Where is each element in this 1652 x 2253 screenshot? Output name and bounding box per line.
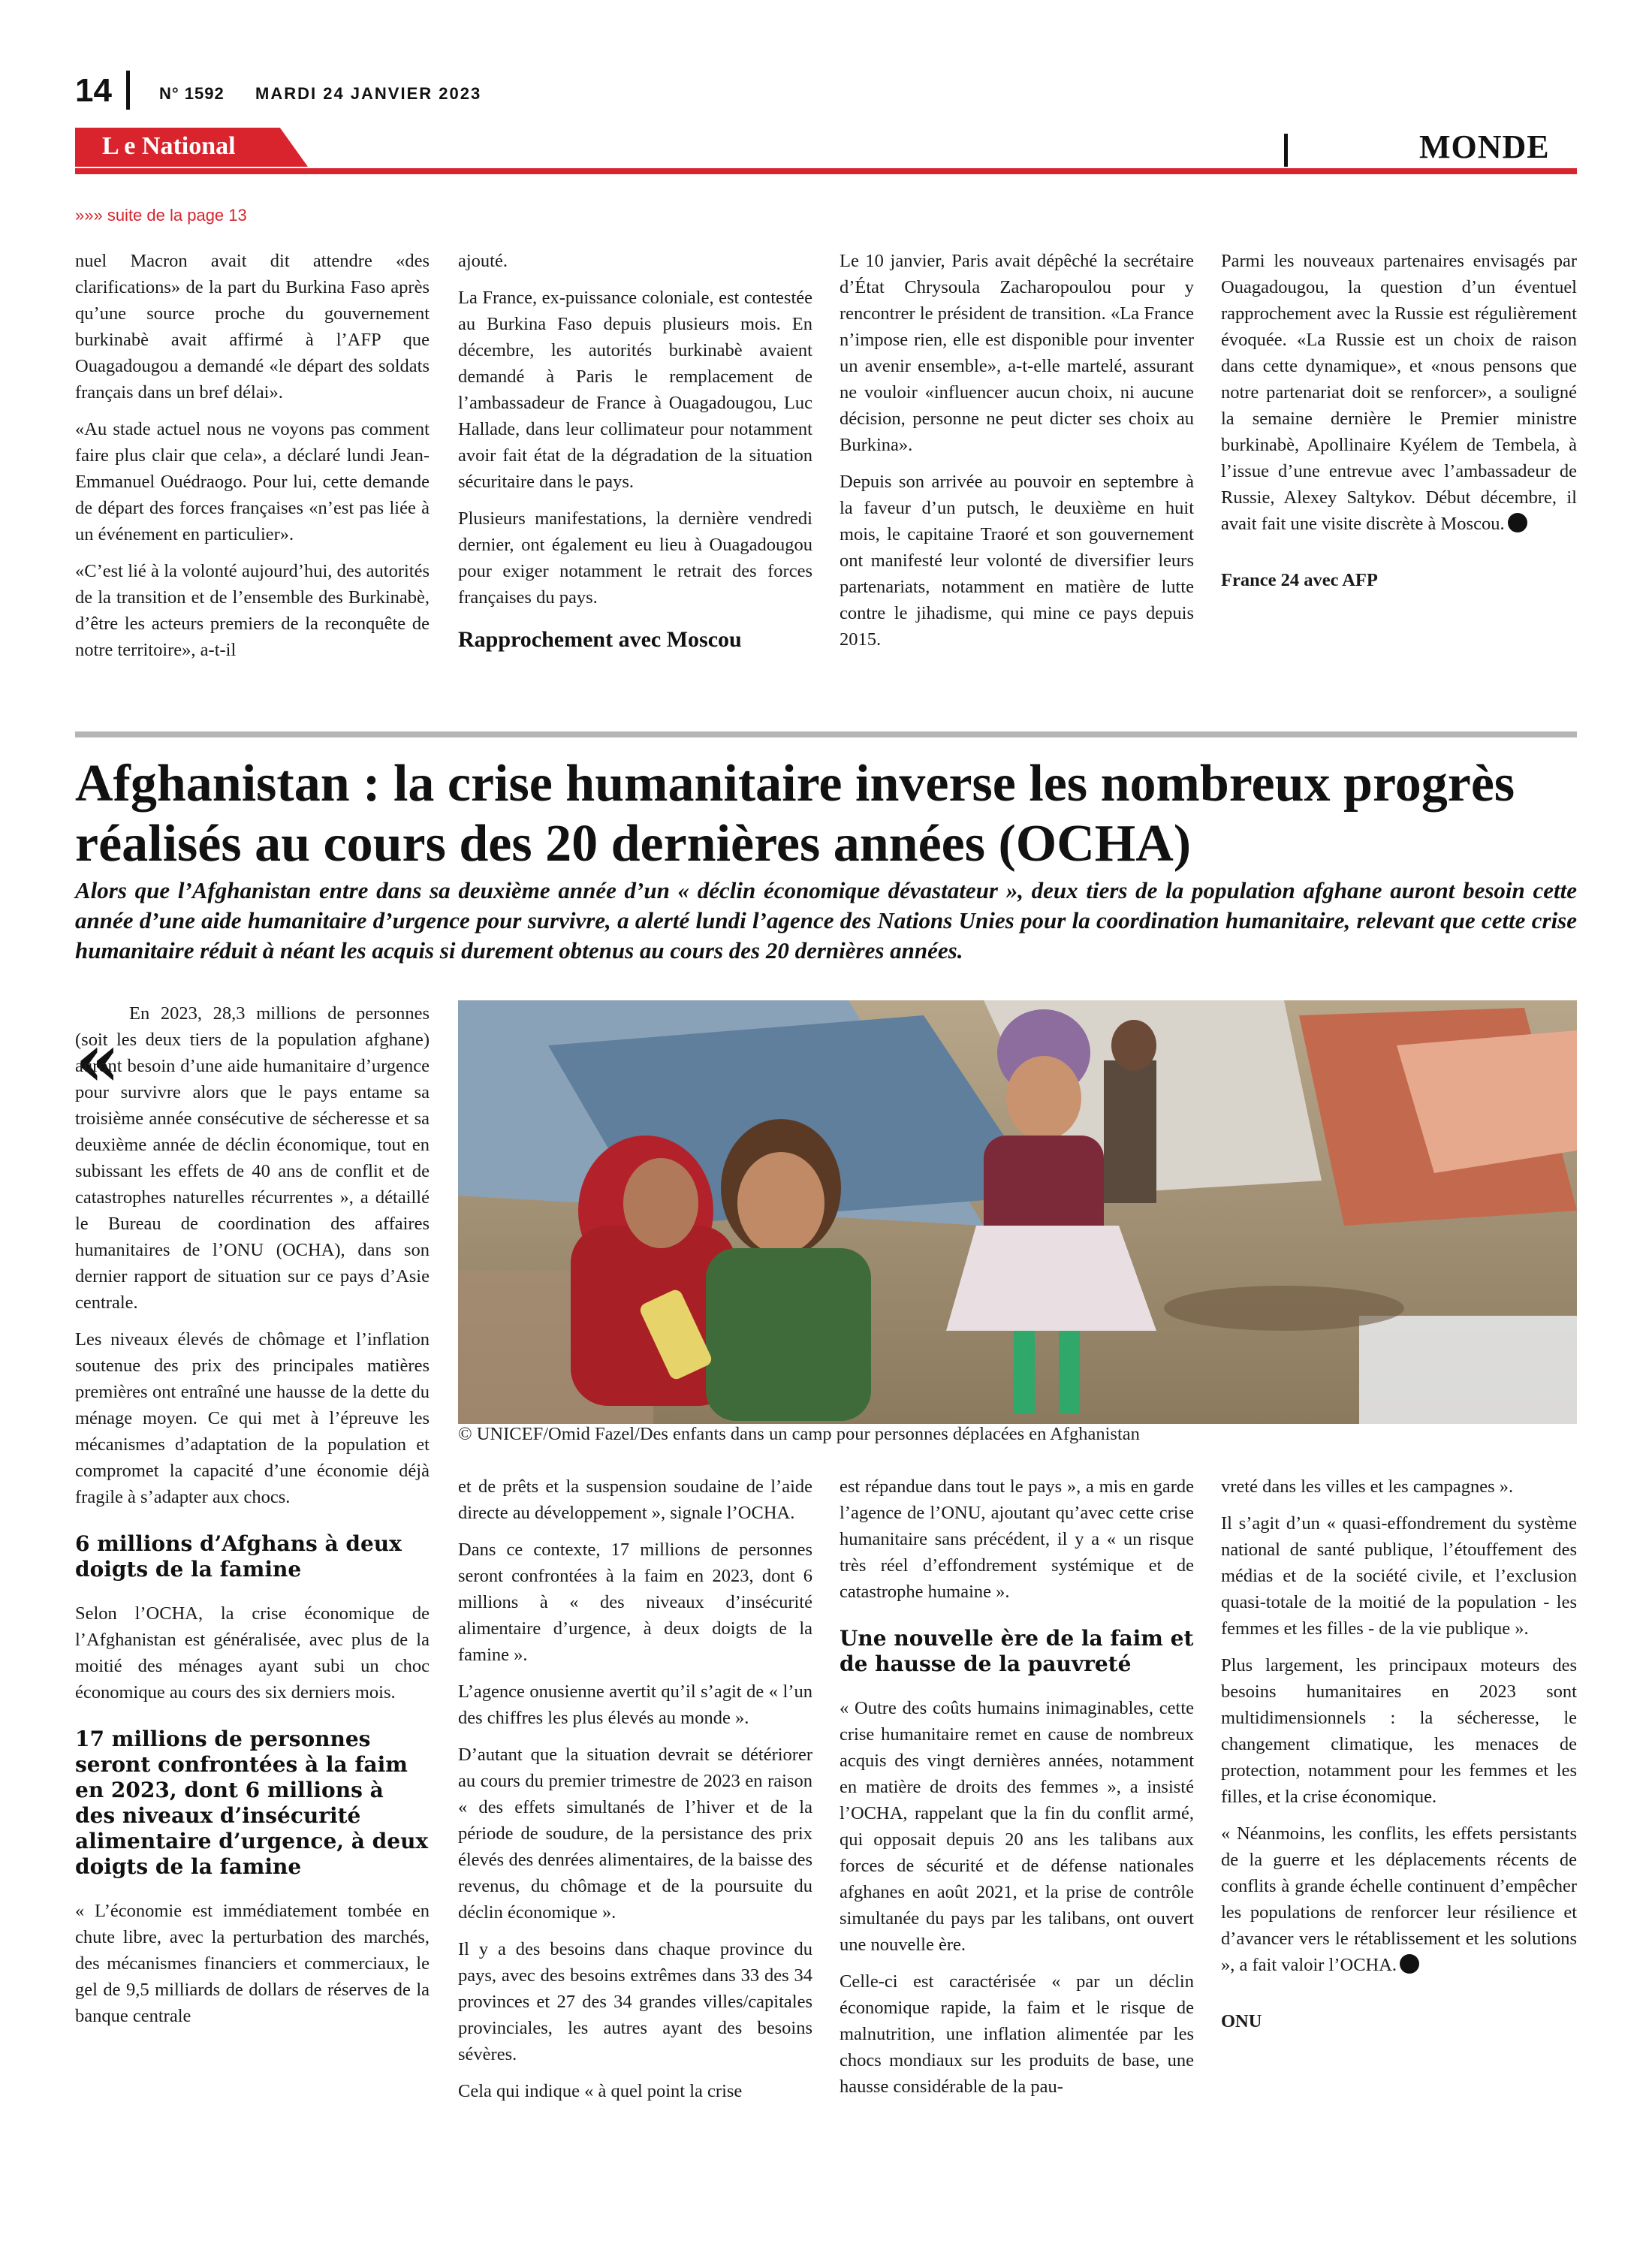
issue-number: N° 1592 <box>159 84 225 103</box>
paragraph: Plusieurs manifestations, la dernière vendredi dernier, ont également eu lieu à Ouagadougou pour exiger notamment le retrait des forces françaises du pays. <box>458 508 812 608</box>
top-article-column-4 <box>1221 248 1577 604</box>
continuation-note: »»» suite de la page 13 <box>75 206 247 225</box>
main-article-column-3 <box>840 1473 1194 2110</box>
article-lede: Alors que l’Afghanistan entre dans sa deuxième année d’un « déclin économique dévastateur », deux tiers de la population afghane auront besoin cette année d’une aide humanitaire d’urgence pour survivre, a alerté lundi l’agence des Nations Unies pour la coordination humanitaire, relevant que cette crise humanitaire réduit à néant les acquis si durement obtenus au cours des 20 dernières années. <box>75 877 1577 964</box>
paragraph: Dans ce contexte, 17 millions de personnes seront confrontées à la faim en 2023, dont 6 millions à « des niveaux d’insécurité alimentaire d’urgence, à deux doigts de la famine ». <box>458 1540 812 1665</box>
paragraph <box>1221 248 1577 537</box>
section-divider <box>1284 134 1288 167</box>
paragraph: D’autant que la situation devrait se détériorer au cours du premier trimestre de 2023 en raison « des effets simultanés de l’hiver et de la période de soudure, de la persistance des prix élevés des denrées alimentaires, de la baisse des revenus, du chômage et de la poursuite du déclin économique ». <box>458 1745 812 1923</box>
top-article-column-1 <box>75 248 430 674</box>
paragraph: nuel Macron avait dit attendre «des clarifications» de la part du Burkina Faso après qu’une source proche du gouvernement burkinabè avait affirmé à l’AFP que Ouagadougou a demandé «le départ des soldats français dans un bref délai». <box>75 251 430 403</box>
article-separator <box>75 731 1577 737</box>
paragraph: « Outre des coûts humains inimaginables, cette crise humanitaire remet en cause de nombreux acquis des vingt dernières années, notamment en matière de droits des femmes », a insisté l’OCHA, rappelant que la fin du conflit armé, qui opposait depuis 20 ans les talibans aux forces de sécurité et de défense nationales afghanes en août 2021, et la prise de contrôle simultanée du pays par les talibans, ont ouvert une nouvelle ère. <box>840 1698 1194 1955</box>
paragraph: ajouté. <box>458 251 508 271</box>
main-article-column-1 <box>75 1000 430 2040</box>
paragraph: Depuis son arrivée au pouvoir en septembre à la faveur d’un putsch, le deuxième en huit mois, le capitaine Traoré et son gouvernement ont manifesté leur volonté de diversifier leurs partenariats, notamment en matière de lutte contre le jihadisme, qui mine ce pays depuis 2015. <box>840 472 1194 650</box>
paragraph: En 2023, 28,3 millions de personnes (soit les deux tiers de la population afghane) auront besoin d’une aide humanitaire d’urgence pour survivre alors que le pays entame sa troisième année consécutive de sécheresse et sa deuxième année de déclin économique, tout en subissant les effets de 40 ans de conflit et de catastrophes naturelles récurrentes », a détaillé le Bureau de coordination des affaires humanitaires de l’ONU (OCHA), dans son dernier rapport de situation sur ce pays d’Asie centrale. <box>75 1003 430 1313</box>
paragraph <box>1221 1820 1577 1978</box>
article-signature: France 24 avec AFP <box>1221 570 1378 590</box>
paragraph: Cela qui indique « à quel point la crise <box>458 2081 743 2101</box>
paragraph-text: « Néanmoins, les conflits, les effets persistants de la guerre et les déplacements récents de conflits à grande échelle continuent d’empêcher les populations de renforcer leur résilience et d’avancer vers le rétablissement et les solutions », a fait valoir l’OCHA. <box>1221 1823 1577 1975</box>
paragraph-text: Parmi les nouveaux partenaires envisagés par Ouagadougou, la question d’un éventuel rapprochement avec la Russie est régulièrement évoquée. «La Russie est un choix de raison dans cette dynamique», et «nous pensons que notre partenariat doit se renforcer», a souligné la semaine dernière le Premier ministre burkinabè, Apollinaire Kyélem de Tembela, à l’issue d’une entrevue avec l’ambassadeur de Russie, Alexey Saltykov. Début décembre, il avait fait une visite discrète à Moscou. <box>1221 251 1577 534</box>
end-of-article-icon <box>1508 513 1527 532</box>
paragraph: est répandue dans tout le pays », a mis en garde l’agence de l’ONU, ajoutant qu’avec cette crise humanitaire sans précédent, il y a « un risque très réel d’effondrement systémique et de catastrophe humaine ». <box>840 1476 1194 1602</box>
paragraph: Plus largement, les principaux moteurs des besoins humanitaires en 2023 sont multidimensionnels : la sécheresse, le changement climatique, les menaces de protection, notamment pour les femmes et les filles, et la crise économique. <box>1221 1655 1577 1807</box>
subheading: 6 millions d’Afghans à deux doigts de la famine <box>75 1531 402 1582</box>
section-title: MONDE <box>1419 128 1550 165</box>
photo-caption: © UNICEF/Omid Fazel/Des enfants dans un camp pour personnes déplacées en Afghanistan <box>458 1424 1140 1444</box>
article-signature: ONU <box>1221 2011 1262 2031</box>
main-article-column-2 <box>458 1473 812 2115</box>
opening-quote-mark: « <box>75 1018 120 1102</box>
page-number: 14 <box>75 72 112 109</box>
article-headline: Afghanistan : la crise humanitaire inverse les nombreux progrès réalisés au cours des 20 dernières années (OCHA) <box>75 755 1515 873</box>
subheading: 17 millions de personnes seront confrontées à la faim en 2023, dont 6 millions à des niveaux d’insécurité alimentaire d’urgence, à deux doigts de la famine <box>75 1727 429 1879</box>
main-article-column-4 <box>1221 1473 1577 2045</box>
paragraph: Il s’agit d’un « quasi-effondrement du système national de santé publique, l’étouffement des médias et de la société civile, et l’exclusion quasi-totale de la moitié de la population - les femmes et les filles - de la vie publique ». <box>1221 1513 1577 1639</box>
end-of-article-icon <box>1400 1954 1419 1974</box>
paragraph: « L’économie est immédiatement tombée en chute libre, avec la perturbation des marchés, des mécanismes financiers et commerciaux, le gel de 9,5 milliards de dollars de réserves de la banque centrale <box>75 1901 430 2026</box>
paragraph: Il y a des besoins dans chaque province du pays, avec des besoins extrêmes dans 33 des 34 provinces et 27 des 34 grandes villes/capitales provinciales, les autres ayant des besoins sévères. <box>458 1939 812 2064</box>
paragraph: L’agence onusienne avertit qu’il s’agit de « l’un des chiffres les plus élevés au monde ». <box>458 1681 812 1728</box>
paragraph: «C’est lié à la volonté aujourd’hui, des autorités de la transition et de l’ensemble des Burkinabè, d’être les acteurs premiers de la reconquête de notre territoire», a-t-il <box>75 561 430 660</box>
paragraph: La France, ex-puissance coloniale, est contestée au Burkina Faso depuis plusieurs mois. En décembre, les autorités burkinabè avaient demandé à Paris le remplacement de l’ambassadeur de France à Ouagadougou, Luc Hallade, dans leur collimateur pour notamment avoir fait état de la dégradation de la situation sécuritaire dans le pays. <box>458 288 812 492</box>
top-article-column-2 <box>458 248 812 671</box>
page-number-divider <box>126 71 130 110</box>
paragraph: et de prêts et la suspension soudaine de l’aide directe au développement », signale l’OCHA. <box>458 1476 812 1523</box>
header-rule <box>75 168 1577 174</box>
brand-name: L e National <box>102 132 236 160</box>
paragraph: Le 10 janvier, Paris avait dépêché la secrétaire d’État Chrysoula Zacharopoulou pour y rencontrer le président de transition. «La France n’impose rien, elle est disponible pour inventer un avenir ensemble», a-t-elle martelé, assurant ne vouloir «influencer aucun choix, ni aucune décision, personne ne peut dicter ses choix au Burkina». <box>840 251 1194 455</box>
subheading: Rapprochement avec Moscou <box>458 627 742 652</box>
issue-date: MARDI 24 JANVIER 2023 <box>255 84 482 103</box>
paragraph: Selon l’OCHA, la crise économique de l’Afghanistan est généralisée, avec plus de la moitié des ménages ayant subi un choc économique au cours des six derniers mois. <box>75 1603 430 1703</box>
paragraph: Celle-ci est caractérisée « par un déclin économique rapide, la faim et le risque de malnutrition, une inflation alimentée par les chocs mondiaux sur les produits de base, une hausse considérable de la pau- <box>840 1971 1194 2097</box>
paragraph: vreté dans les villes et les campagnes ». <box>1221 1476 1514 1497</box>
top-article-column-3 <box>840 248 1194 663</box>
article-photo <box>458 1000 1577 1424</box>
subheading: Une nouvelle ère de la faim et de hausse de la pauvreté <box>840 1626 1194 1676</box>
paragraph: Les niveaux élevés de chômage et l’inflation soutenue des prix des principales matières premières ont entraîné une hausse de la dette du ménage moyen. Ce qui met à l’épreuve les mécanismes d’adaptation de la population et compromet la capacité d’une économie déjà fragile à s’adapter aux chocs. <box>75 1329 430 1507</box>
paragraph: «Au stade actuel nous ne voyons pas comment faire plus clair que cela», a déclaré lundi Jean-Emmanuel Ouédraogo. Pour lui, cette demande de départ des forces françaises «n’est pas liée à un événement en particulier». <box>75 419 430 544</box>
